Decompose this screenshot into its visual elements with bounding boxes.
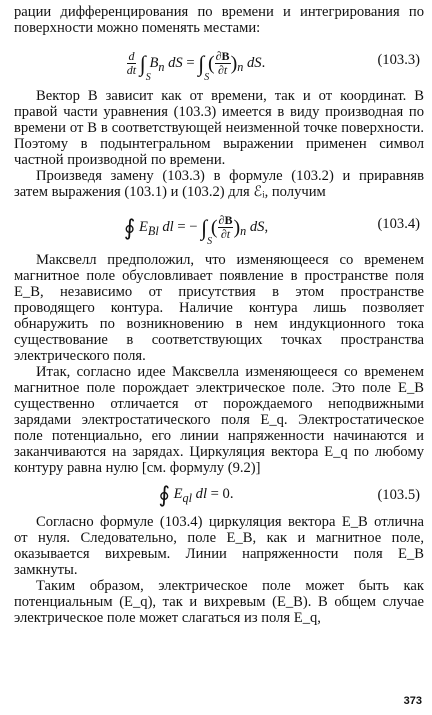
equation-103-5: ∮ $E_{ql}$ dl = 0. (103.5) bbox=[158, 481, 420, 507]
equation-103-3: $\frac{d}{dt}$ ∫ S $B_n$ dS = ∫ S ( $\frac{\partial B}{\partial t}$ )$_n$ dS. (103.3) bbox=[126, 49, 420, 83]
equation-number: (103.3) bbox=[377, 52, 420, 68]
equation-number: (103.5) bbox=[377, 487, 420, 503]
equation-number: (103.4) bbox=[377, 216, 420, 232]
paragraph-2: Вектор B зависит как от времени, так и от координат. В правой части уравнения (103.3) имеется в виду производная по времени от B в соответствующей неизменной точке поверхности. Поэтому в подынтегральном выражении применен символ частной производной по времени. bbox=[14, 88, 424, 168]
paragraph-7: Таким образом, электрическое поле может быть как потенциальным (E_q), так и вихревым (E_B). В общем случае электрическое поле может слагаться из поля E_q, bbox=[14, 578, 424, 626]
page-number: 373 bbox=[403, 695, 422, 707]
paragraph-4: Максвелл предположил, что изменяющееся со временем магнитное поле обусловливает появление в пространстве поля E_B, независимо от присутствия в этом пространстве проводящего контура. Наличие контура лишь позволяет обнаружить по возникновению в нем индукционного тока существование в соответствующих точках пространства электрического поля. bbox=[14, 252, 424, 364]
paragraph-6: Согласно формуле (103.4) циркуляция вектора E_B отлична от нуля. Следовательно, поле E_B, как и магнитное поле, оказывается вихревым. Линии напряженности поля E_B замкнуты. bbox=[14, 514, 424, 578]
paragraph-1: рации дифференцирования по времени и интегрирования по поверхности можно поменять местами: bbox=[14, 4, 424, 36]
equation-103-4: ∮ $E_{Bl}$ dl = − ∫ S ( $\frac{\partial B}{\partial t}$ )$_n$ dS, (103.4) bbox=[123, 213, 420, 247]
paragraph-3: Произведя замену (103.3) в формуле (103.2) и приравняв затем выражения (103.1) и (103.2) для ℰᵢ, получим bbox=[14, 168, 424, 200]
paragraph-5: Итак, согласно идее Максвелла изменяющееся со временем магнитное поле порождает электрическое поле. Это поле E_B существенно отличается от порождаемого неподвижными зарядами электростатического поля E_q. Электростатическое поле потенциально, его линии напряженности начинаются и заканчиваются на зарядах. Циркуляция вектора E_q по любому контуру равна нулю [см. формулу (9.2)] bbox=[14, 364, 424, 476]
